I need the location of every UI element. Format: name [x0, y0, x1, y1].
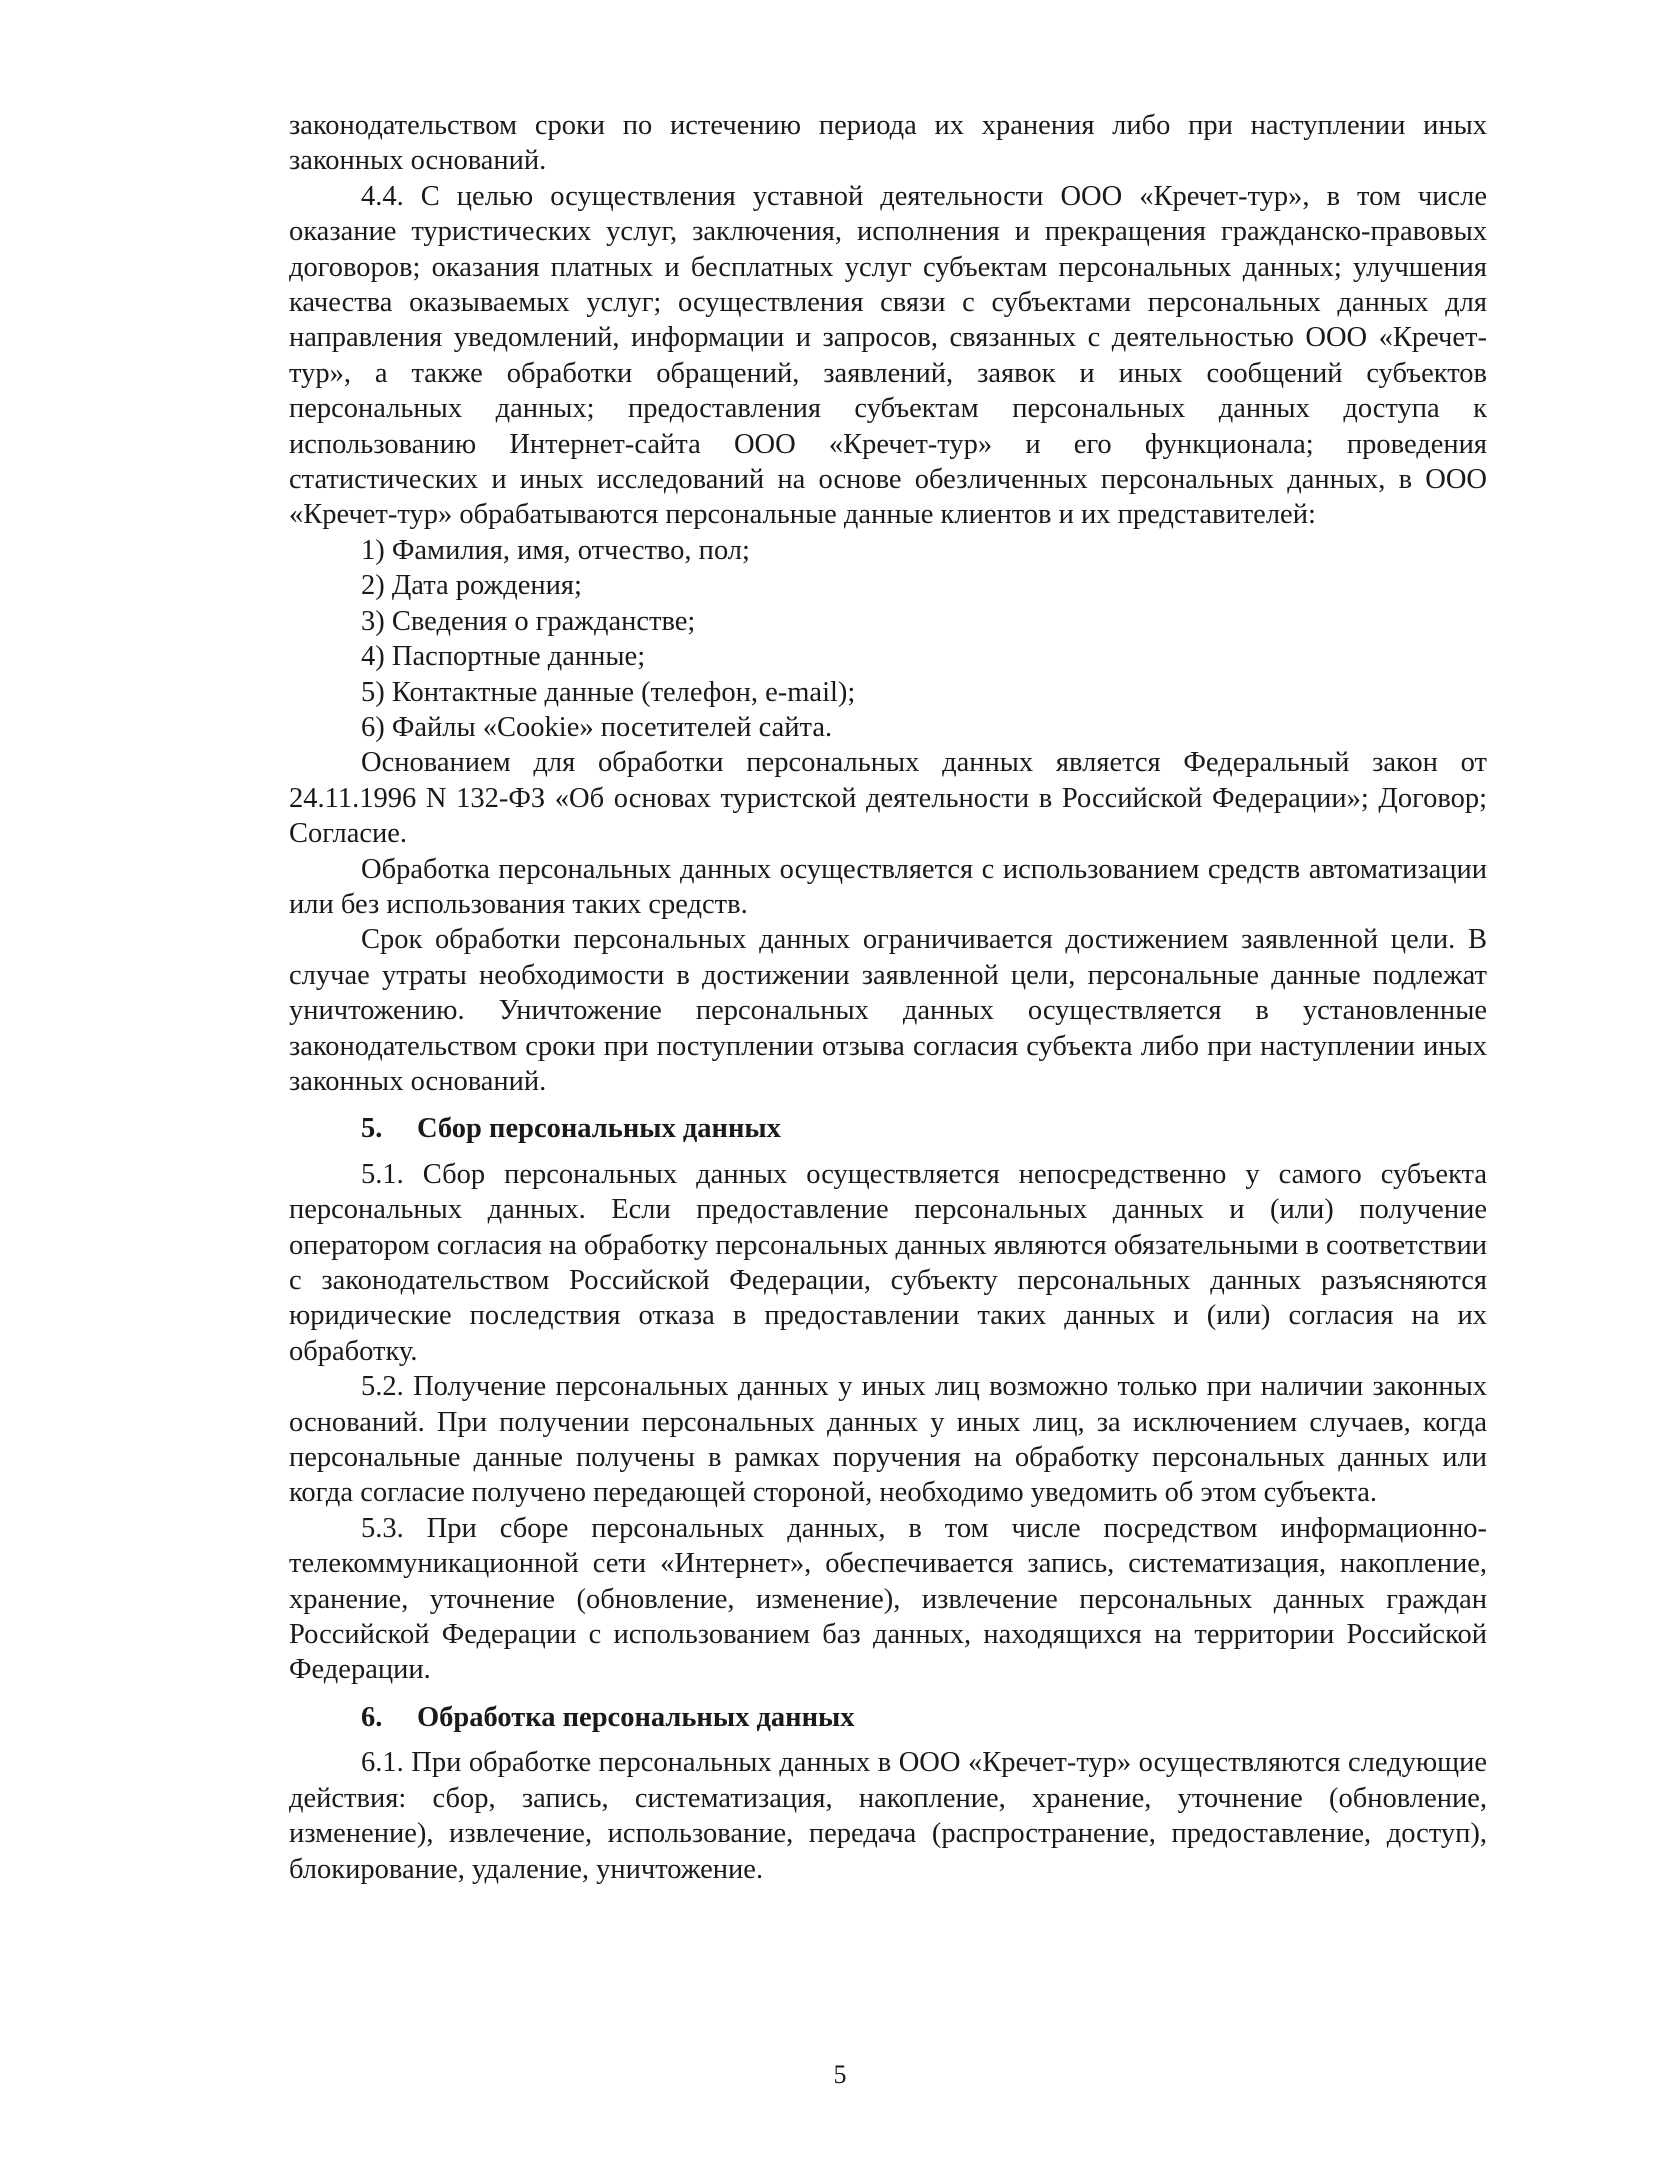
section-5-heading	[289, 1111, 1487, 1146]
section-5-title: Сбор персональных данных	[417, 1113, 781, 1145]
paragraph-basis: Основанием для обработки персональных данных является Федеральный закон от 24.11.1996 N 132-ФЗ «Об основах туристской деятельности в Российской Федерации»; Договор; Согласие.	[289, 747, 1487, 850]
data-list	[289, 533, 1487, 745]
list-item: 5) Контактные данные (телефон, e-mail);	[361, 676, 856, 708]
list-item: 1) Фамилия, имя, отчество, пол;	[361, 534, 750, 566]
paragraph-automation: Обработка персональных данных осуществляется с использованием средств автоматизации или без использования таких средств.	[289, 853, 1487, 920]
paragraph-6-1: 6.1. При обработке персональных данных в ООО «Кречет-тур» осуществляются следующие действия: сбор, запись, систематизация, накопление, хранение, уточнение (обновление, изменение), извлечение, использование, передача (распространение, предоставление, доступ), блокирование, удаление, уничтожение.	[289, 1747, 1487, 1885]
list-item: 2) Дата рождения;	[361, 570, 582, 602]
page-number: 5	[833, 2060, 847, 2089]
list-item: 3) Сведения о гражданстве;	[361, 605, 696, 637]
section-5-number: 5.	[361, 1113, 383, 1145]
paragraph-term: Срок обработки персональных данных ограничивается достижением заявленной цели. В случае утраты необходимости в достижении заявленной цели, персональные данные подлежат уничтожению. Уничтожение персональных данных осуществляется в установленные законодательством сроки при поступлении отзыва согласия субъекта либо при наступлении иных законных оснований.	[289, 924, 1487, 1097]
paragraph-5-1: 5.1. Сбор персональных данных осуществляется непосредственно у самого субъекта персональных данных. Если предоставление персональных данных и (или) получение оператором согласия на обработку персональных данных являются обязательными в соответствии с законодательством Российской Федерации, субъекту персональных данных разъясняются юридические последствия отказа в предоставлении таких данных и (или) согласия на их обработку.	[289, 1158, 1487, 1367]
list-item: 6) Файлы «Cookie» посетителей сайта.	[361, 711, 833, 743]
paragraph-5-2: 5.2. Получение персональных данных у иных лиц возможно только при наличии законных оснований. При получении персональных данных у иных лиц, за исключением случаев, когда персональные данные получены в рамках поручения на обработку персональных данных или когда согласие получено передающей стороной, необходимо уведомить об этом субъекта.	[289, 1371, 1487, 1509]
paragraph-continuation: законодательством сроки по истечению периода их хранения либо при наступлении иных законных оснований.	[289, 110, 1487, 177]
section-6-heading	[289, 1700, 1487, 1735]
paragraph-5-3: 5.3. При сборе персональных данных, в том числе посредством информационно-телекоммуникационной сети «Интернет», обеспечивается запись, систематизация, накопление, хранение, уточнение (обновление, изменение), извлечение персональных данных граждан Российской Федерации с использованием баз данных, находящихся на территории Российской Федерации.	[289, 1512, 1487, 1686]
paragraph-4-4: 4.4. С целью осуществления уставной деятельности ООО «Кречет-тур», в том числе оказание туристических услуг, заключения, исполнения и прекращения гражданско-правовых договоров; оказания платных и бесплатных услуг субъектам персональных данных; улучшения качества оказываемых услуг; осуществления связи с субъектами персональных данных для направления уведомлений, информации и запросов, связанных с деятельностью ООО «Кречет-тур», а также обработки обращений, заявлений, заявок и иных сообщений субъектов персональных данных; предоставления субъектам персональных данных доступа к использованию Интернет-сайта ООО «Кречет-тур» и его функционала; проведения статистических и иных исследований на основе обезличенных персональных данных, в ООО «Кречет-тур» обрабатываются персональные данные клиентов и их представителей:	[289, 180, 1487, 531]
section-6-number: 6.	[361, 1701, 383, 1733]
section-6-title: Обработка персональных данных	[417, 1701, 855, 1733]
list-item: 4) Паспортные данные;	[361, 641, 646, 673]
document-page	[289, 108, 1487, 1887]
